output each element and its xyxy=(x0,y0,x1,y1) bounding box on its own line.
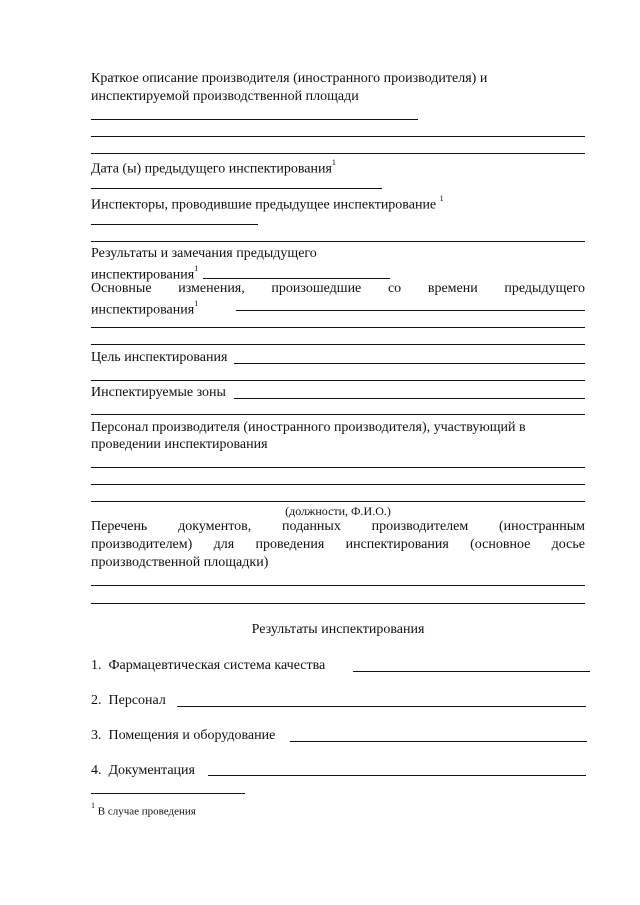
previous-inspectors-label xyxy=(91,193,444,214)
results-item-label: Персонал xyxy=(108,693,166,708)
documents-field-1[interactable] xyxy=(91,585,585,586)
results-item xyxy=(91,693,166,709)
previous-inspectors-field-2[interactable] xyxy=(91,241,585,242)
results-item xyxy=(91,658,325,674)
manufacturer-description-field-1[interactable] xyxy=(91,119,418,120)
documents-word: досье xyxy=(551,537,585,552)
zones-label: Инспектируемые зоны xyxy=(91,385,226,400)
footnote-ref: 1 xyxy=(194,299,199,308)
results-item-number: 2. xyxy=(91,693,102,708)
personnel-field-2[interactable] xyxy=(91,484,585,485)
personnel-label-cont: проведении инспектирования xyxy=(91,437,268,452)
previous-results-label: Результаты и замечания предыдущего xyxy=(91,246,317,261)
documents-word: производителем xyxy=(371,519,469,534)
purpose-label: Цель инспектирования xyxy=(91,350,228,365)
position-caption: (должности, Ф.И.О.) xyxy=(285,504,391,518)
personnel-field-1[interactable] xyxy=(91,467,585,468)
footnote-ref: 1 xyxy=(439,194,444,203)
changes-word: произошедшие xyxy=(271,281,362,296)
changes-field-3[interactable] xyxy=(91,344,585,345)
changes-word: времени xyxy=(427,281,478,296)
documents-word: поданных xyxy=(282,519,341,534)
changes-label-cont xyxy=(91,298,198,319)
changes-field-2[interactable] xyxy=(91,327,585,328)
documents-word: документов, xyxy=(178,519,252,534)
results-item-number: 4. xyxy=(91,763,102,778)
purpose-field-2[interactable] xyxy=(91,380,585,381)
previous-inspectors-text: Инспекторы, проводившие предыдущее инспектирование xyxy=(91,197,437,213)
manufacturer-description-label-cont: инспектируемой производственной площади xyxy=(91,89,359,104)
previous-dates-label xyxy=(91,157,336,178)
results-item-field[interactable] xyxy=(208,775,586,776)
footnote-text: В случае проведения xyxy=(97,805,196,818)
changes-field-1[interactable] xyxy=(236,310,585,311)
footnote xyxy=(91,800,196,820)
documents-label-end: производственной площадки) xyxy=(91,555,269,570)
changes-label xyxy=(91,281,585,297)
changes-word: Основные xyxy=(91,281,152,296)
footnote-ref: 1 xyxy=(331,158,336,167)
manufacturer-description-label: Краткое описание производителя (иностранного производителя) и xyxy=(91,71,488,86)
previous-inspectors-field-1[interactable] xyxy=(91,224,258,225)
personnel-field-3[interactable] xyxy=(91,501,585,502)
results-item-field[interactable] xyxy=(353,671,590,672)
zones-field-2[interactable] xyxy=(91,414,585,415)
documents-label-cont xyxy=(91,537,585,553)
results-heading: Результаты инспектирования xyxy=(251,622,425,637)
documents-word: производителем) xyxy=(91,537,193,552)
footnote-ref: 1 xyxy=(194,264,199,273)
previous-results-text: инспектирования xyxy=(91,267,195,283)
manufacturer-description-field-2[interactable] xyxy=(91,136,585,137)
documents-word: инспектирования xyxy=(345,537,449,552)
changes-word: изменения, xyxy=(178,281,245,296)
zones-field-1[interactable] xyxy=(234,398,585,399)
documents-word: (иностранным xyxy=(499,519,585,534)
results-item-label: Документация xyxy=(108,763,195,778)
personnel-label: Персонал производителя (иностранного производителя), участвующий в xyxy=(91,420,526,435)
changes-word: предыдущего xyxy=(504,281,585,296)
documents-label xyxy=(91,519,585,535)
documents-word: проведения xyxy=(255,537,325,552)
changes-text: инспектирования xyxy=(91,302,195,318)
purpose-field-1[interactable] xyxy=(234,363,585,364)
results-item-field[interactable] xyxy=(177,706,586,707)
results-item-field[interactable] xyxy=(290,741,587,742)
documents-word: для xyxy=(213,537,235,552)
previous-dates-text: Дата (ы) предыдущего инспектирования xyxy=(91,161,332,177)
results-item-number: 3. xyxy=(91,728,102,743)
documents-field-2[interactable] xyxy=(91,603,585,604)
results-item xyxy=(91,763,195,779)
results-item xyxy=(91,728,275,744)
documents-word: (основное xyxy=(470,537,531,552)
results-item-number: 1. xyxy=(91,658,102,673)
previous-dates-field[interactable] xyxy=(91,188,382,189)
footnote-mark: 1 xyxy=(91,801,95,810)
manufacturer-description-field-3[interactable] xyxy=(91,153,585,154)
changes-word: со xyxy=(387,281,402,296)
documents-word: Перечень xyxy=(91,519,148,534)
previous-results-field[interactable] xyxy=(203,278,390,279)
results-item-label: Помещения и оборудование xyxy=(108,728,276,743)
results-item-label: Фармацевтическая система качества xyxy=(108,658,326,673)
footnote-separator xyxy=(91,793,245,794)
